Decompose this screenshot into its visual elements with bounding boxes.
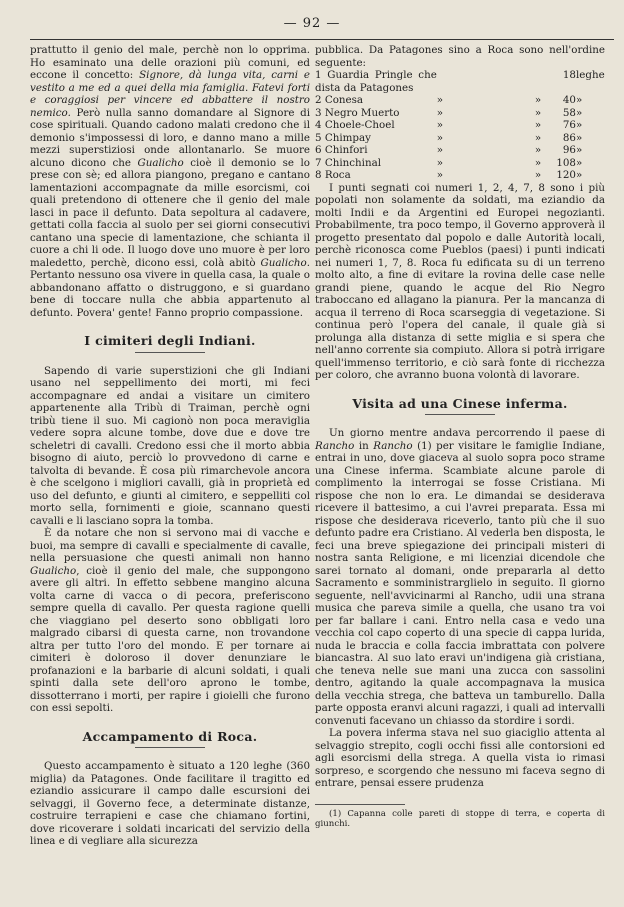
distance-val: 76 <box>562 119 576 131</box>
distance-place <box>315 107 437 120</box>
distance-place <box>315 69 437 94</box>
distance-row <box>315 169 605 182</box>
footnote-rule <box>315 804 405 805</box>
distance-place <box>315 144 437 157</box>
distance-row <box>315 119 605 132</box>
distance-number: 2 <box>315 94 322 106</box>
distance-number: 6 <box>315 144 322 156</box>
header-rule <box>30 39 614 40</box>
distance-number: 3 <box>315 106 322 119</box>
footnote: (1) Capanna colle pareti di stoppe di terra, e coperta di giunchi. <box>315 808 605 829</box>
distance-m1: » <box>436 94 444 106</box>
distance-place-name: Roca <box>324 169 351 181</box>
distance-place-name: Chimpay <box>324 131 371 144</box>
distance-place-name: Chinfori <box>324 144 368 156</box>
distance-m1: » <box>436 119 444 131</box>
distance-m2: » <box>534 156 542 169</box>
distance-place <box>315 169 437 182</box>
distance-row <box>315 94 605 107</box>
paragraph: Questo accampamento è situato a 120 leghe (360 miglia) da Patagones. Onde facilitare il tragitto ed eziandio assicurare il campo dalle escursioni dei selvaggi, il Governo fece, a determinate distanze, costruire terrapieni e case che chiamano fortini, dove ricoverare i soldati incaricati del servizio della linea e di vegliare alla sicurezza <box>30 760 310 847</box>
distance-m3: » <box>575 144 583 156</box>
distance-m2 <box>495 69 541 94</box>
distance-m3: leghe <box>575 69 605 81</box>
distance-m1: » <box>436 169 444 181</box>
distance-place-name: Choele-Choel <box>324 119 395 131</box>
distance-table <box>315 69 605 182</box>
distance-m1: » <box>436 156 444 169</box>
distance-m3: » <box>575 94 583 106</box>
paragraph: I punti segnati coi numeri 1, 2, 4, 7, 8 sono i più popolati non solamente da soldati, ma eziandio da molti Indii e da Argentini ed Europei negozianti. Probabilmente, tra poco tempo, il Governo approverà il progetto presentato dal popolo e dalle Autorità locali, perchè riconosca come Pueblos (paesi) i punti indicati nei numeri 1, 7, 8. Roca fu edificata su di un terreno molto alto, a fine di evitare la rovina delle case nelle grandi piene, quando le acque del Rio Negro traboccano ed allagano la pianura. Per la mancanza di acqua il terreno di Roca scarseggia di vegetazione. Si continua però l'opera del canale, il quale già si prolunga alla distanza di sette miglia e si spera che nell'anno corrente sia compiuto. Allora si potrà irrigare quell'immenso territorio, e ciò sarà fonte di ricchezza per coloro, che avranno buona volontà di lavorare. <box>315 181 605 381</box>
distance-m2: » <box>534 144 542 156</box>
distance-m3: » <box>575 131 583 144</box>
section-heading-accampamento: Accampamento di Roca. <box>30 731 310 749</box>
distance-m3: » <box>575 106 583 119</box>
distance-m3: » <box>575 119 583 131</box>
distance-number: 8 <box>315 169 322 181</box>
distance-number: 1 <box>315 69 322 81</box>
distance-place <box>315 157 437 170</box>
distance-row <box>315 157 605 170</box>
distance-m2: » <box>534 131 542 144</box>
distance-m1 <box>437 69 495 94</box>
paragraph: prattutto il genio del male, perchè non lo opprima. Ho esaminato una delle orazioni più comuni, ed eccone il concetto: Signore, dà lunga vita, carni e vestito a me ed a quei della mia famiglia. Fatevi forti e coraggiosi per vincere ed abbattere il nostro nemico. Però nulla sanno domandare al Signore di cose spirituali. Quando cadono malati credono che il demonio s'impossessi di loro, e danno mano a mille mezzi superstiziosi onde allontanarlo. Se muore alcuno dicono che Gualicho cioè il demonio se lo prese con sè; ed allora piangono, pregano e cantano lamentazioni accompagnate da mille esorcismi, coi quali pretendono di ottenere che il genio del male lasci in pace il defunto. Data sepoltura al cadavere, gettati colla faccia al suolo per sei giorni consecutivi cantano una specie di lamentazione, che schianta il cuore a chi li ode. Il luogo dove uno muore è per loro maledetto, perchè, dicono essi, colà abitò Gualicho. Pertanto nessuno osa vivere in quella casa, la quale o abbandonano affatto o distruggono, e si guardano bene di toccare nulla che abbia appartenuto al defunto. Povera' gente! Fanno proprio compassione. <box>30 44 310 319</box>
paragraph: pubblica. Da Patagones sino a Roca sono nell'ordine seguente: <box>315 44 605 69</box>
distance-val: 58 <box>562 106 576 119</box>
distance-val: 120 <box>556 169 576 181</box>
distance-number: 7 <box>315 156 322 169</box>
distance-row <box>315 144 605 157</box>
distance-m1: » <box>436 144 444 156</box>
distance-m3: » <box>575 156 583 169</box>
distance-val: 108 <box>556 156 576 169</box>
paragraph: La povera inferma stava nel suo giaciglio attenta al selvaggio strepito, cogli occhi fissi alle contorsioni ed agli esorcismi della strega. A quella vista io rimasi sorpreso, e scorgendo che nessuno mi faceva segno di entrare, pensai essere prudenza <box>315 727 605 789</box>
section-heading-cimiteri: I cimiteri degli Indiani. <box>30 335 310 353</box>
paragraph: È da notare che non si servono mai di vacche e buoi, ma sempre di cavalli e specialmente di cavalle, nella persuasione che questi animali non hanno Gualicho, cioè il genio del male, che suppongono avere gli altri. In effetto sebbene mangino alcuna volta carne di vacca o di pecora, preferiscono sempre quella di cavallo. Per questa ragione quelli che viaggiano pel deserto sono obbligati loro malgrado cibarsi di questa carne, non trovandone altra per tutto l'oro del mondo. E per tornare ai cimiteri è doloroso il dover denunziare le profanazioni e la barbarie di alcuni soldati, i quali spinti dalla sete dell'oro aprono le tombe, dissotterrano i morti, per rapire i gioielli che furono con essi sepolti. <box>30 527 310 714</box>
distance-m2: » <box>534 94 542 106</box>
distance-val: 96 <box>562 144 576 156</box>
paragraph: Sapendo di varie superstizioni che gli Indiani usano nel seppellimento dei morti, mi feci accompagnare ed andai a visitare un cimitero appartenente alla Tribù di Traiman, perchè ogni tribù tiene il suo. Mi cagionò non poca meraviglia vedere sopra alcune tombe, dove due e dove tre scheletri di cavalli. Credono essi che il morto abbia bisogno di aiuto, perciò lo provvedono di carne e talvolta di bevande. È cosa più rimarchevole ancora è che scelgono i migliori cavalli, già in proprietà ed uso del defunto, e giunti al cimitero, e seppelliti col morto sella, fornimenti e gioie, scannano questi cavalli e li lasciano sopra la tomba. <box>30 364 310 527</box>
distance-place-name: Conesa <box>324 94 364 106</box>
distance-m2: » <box>534 169 542 181</box>
distance-m1: » <box>436 106 444 119</box>
distance-row <box>315 69 605 94</box>
distance-m2: » <box>534 106 542 119</box>
distance-val: 86 <box>562 131 576 144</box>
page-number: — 92 — <box>283 16 341 31</box>
distance-m1: » <box>436 131 444 144</box>
distance-place-name: Negro Muerto <box>324 106 400 119</box>
distance-m3: » <box>575 169 583 181</box>
distance-number: 4 <box>315 119 322 131</box>
distance-row <box>315 107 605 120</box>
distance-place <box>315 119 437 132</box>
left-column <box>30 44 310 848</box>
section-heading-visita: Visita ad una Cinese inferma. <box>315 398 605 416</box>
distance-val: 40 <box>562 94 576 106</box>
distance-row <box>315 132 605 145</box>
distance-place-name: Chinchinal <box>324 156 382 169</box>
paragraph: Un giorno mentre andava percorrendo il paese di Rancho in Rancho (1) per visitare le famiglie Indiane, entrai in uno, dove giaceva al suolo sopra poco strame una Cinese inferma. Scambiate alcune parole di complimento la interrogai se fosse Cristiana. Mi rispose che non lo era. Le dimandai se desiderava ricevere il battesimo, a cui l'avrei preparata. Essa mi rispose che desiderava riceverlo, tanto più che il suo defunto padre era Cristiano. Al vederla ben disposta, le feci una breve spiegazione dei principali misteri di nostra santa Religione, e mi licenziai dicendole che sarei tornato al domani, onde prepararla al detto Sacramento e somministrarglielo in seguito. Il giorno seguente, nell'avvicinarmi al Rancho, udii una strana musica che pareva simile a quella, che usano tra voi per far ballare i cani. Entro nella casa e vedo una vecchia col capo coperto di una specie di cappa lurida, nuda le braccia e colla faccia imbrattata con polvere biancastra. Al suo lato eravi un'indigena già cristiana, che teneva nelle sue mani una zucca con sassolini dentro, agitando la quale accompagnava la musica della vecchia strega, che batteva un tamburello. Dalla parte opposta eranvi alcuni ragazzi, i quali ad intervalli convenuti facevano un chiasso da stordire i sordi. <box>315 427 605 727</box>
distance-place <box>315 132 437 145</box>
distance-val: 18 <box>562 69 576 81</box>
distance-number: 5 <box>315 131 322 144</box>
distance-m2: » <box>534 119 542 131</box>
distance-place-name: Guardia Pringle che dista da Patagones <box>315 69 437 94</box>
distance-place <box>315 94 437 107</box>
right-column <box>315 44 605 830</box>
